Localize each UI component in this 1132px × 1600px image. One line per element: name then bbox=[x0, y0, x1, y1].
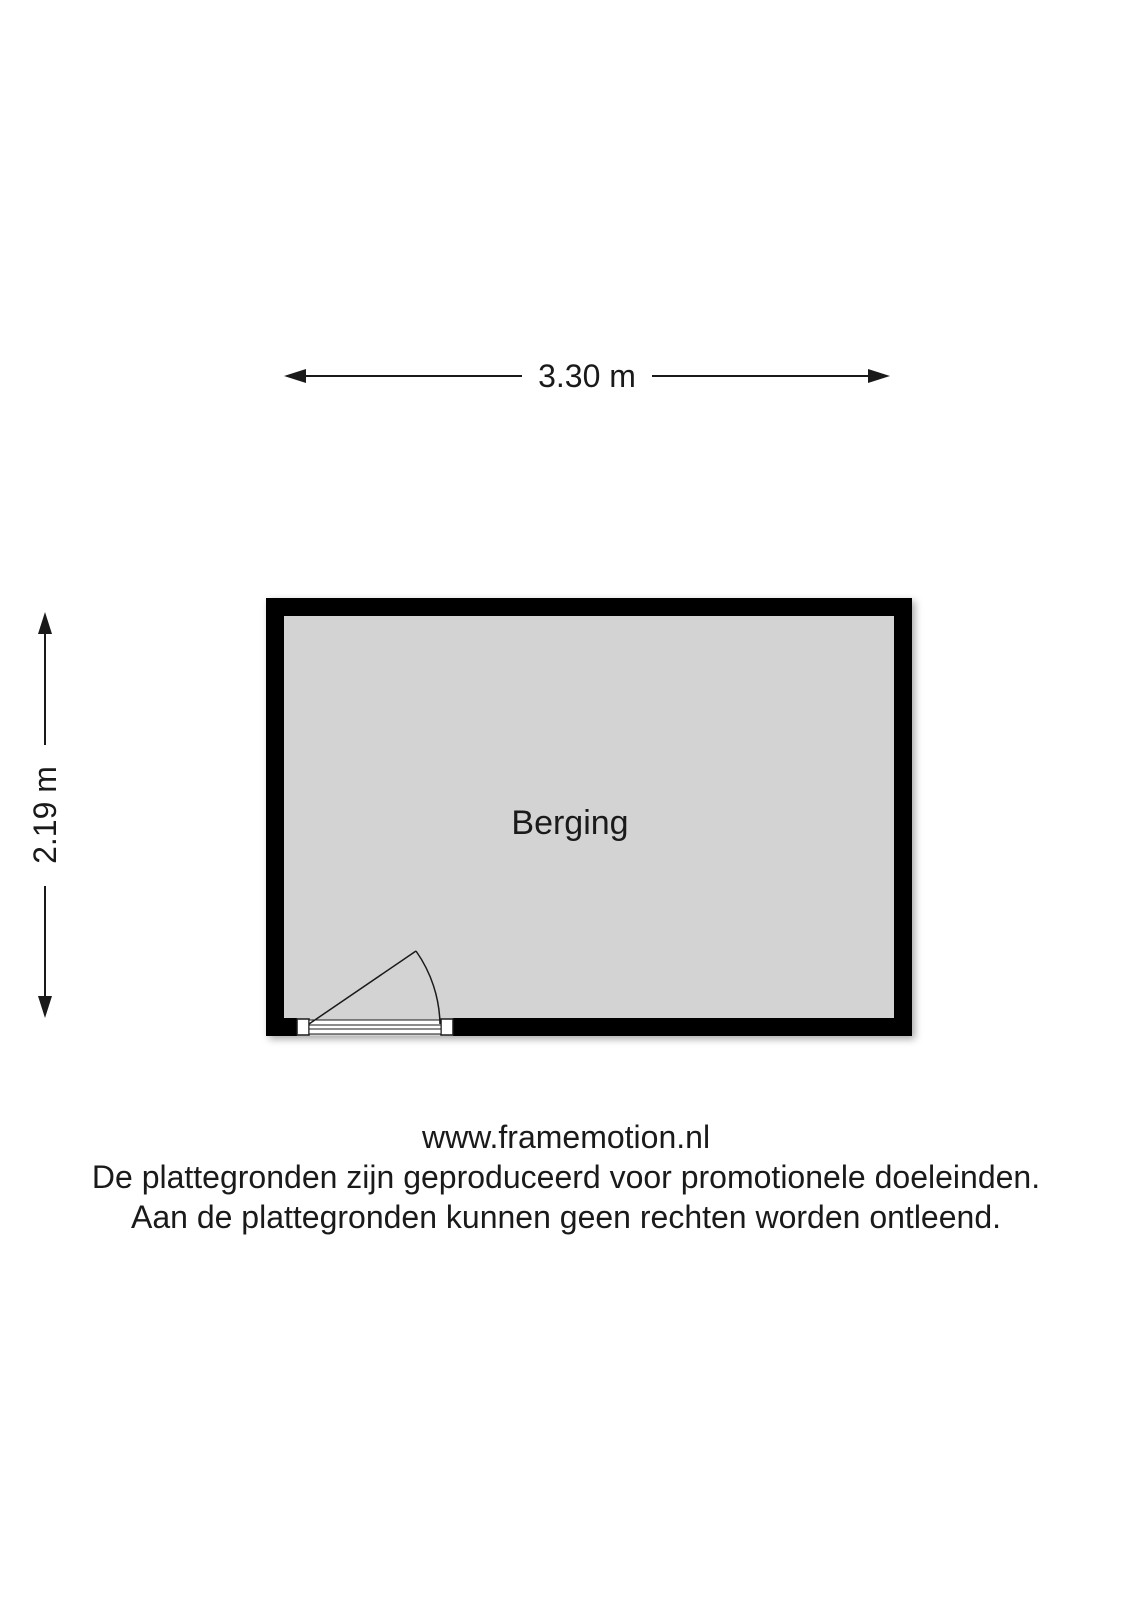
room-label: Berging bbox=[511, 804, 629, 842]
door-threshold bbox=[309, 1020, 441, 1034]
wall-left bbox=[266, 598, 284, 1036]
arrow-up-icon bbox=[38, 612, 52, 634]
wall-bottom-right bbox=[453, 1018, 912, 1036]
arrow-right-icon bbox=[868, 369, 890, 383]
width-dimension bbox=[284, 358, 890, 394]
arrow-left-icon bbox=[284, 369, 306, 383]
wall-right bbox=[894, 598, 912, 1036]
wall-bottom-left bbox=[266, 1018, 297, 1036]
footer-disclaimer-line1: De plattegronden zijn geproduceerd voor promotionele doeleinden. bbox=[91, 1159, 1041, 1195]
arrow-down-icon bbox=[38, 996, 52, 1018]
door-frame-right bbox=[441, 1019, 453, 1035]
height-dimension-label: 2.19 m bbox=[27, 766, 63, 864]
footer-url: www.framemotion.nl bbox=[421, 1119, 711, 1155]
height-dimension bbox=[27, 612, 63, 1018]
width-dimension-label: 3.30 m bbox=[538, 358, 636, 394]
footer-disclaimer-line2: Aan de plattegronden kunnen geen rechten worden ontleend. bbox=[130, 1199, 1001, 1235]
wall-top bbox=[266, 598, 912, 616]
door-frame-left bbox=[297, 1019, 309, 1035]
